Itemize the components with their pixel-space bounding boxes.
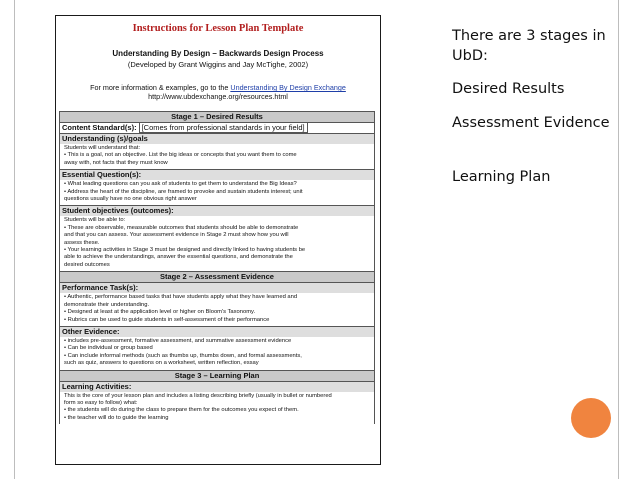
body-line: • Your learning activities in Stage 3 must be designed and directly linked to having students be [64, 247, 306, 254]
body-line: • includes pre-assessment, formative assessment, and summative assessment evidence [64, 337, 292, 344]
body-line: • This is a goal, not an objective. List the big ideas or concepts that you want them to come [64, 152, 297, 159]
stage-item-assessment-evidence: Assessment Evidence [452, 115, 610, 131]
body-line: demonstrate their understanding. [64, 301, 150, 308]
lesson-plan-table [59, 111, 375, 424]
document-subtitle: Understanding By Design – Backwards Design Process [112, 49, 324, 58]
stage-item-desired-results: Desired Results [452, 81, 565, 97]
stages-intro-text: There are 3 stages in UbD: [452, 28, 606, 64]
body-line: • Can include informal methods (such as thumbs up, thumbs down, and formal assessments, [64, 352, 302, 359]
body-line: Students will be able to: [64, 217, 126, 224]
essential-question-body [59, 180, 375, 205]
body-line: away with, not facts that they must know [64, 159, 168, 166]
body-line: able to achieve the understandings, answer the essential questions, and demonstrate the [64, 254, 293, 261]
understanding-label: Understanding (s)/goals [59, 133, 375, 144]
performance-task-label: Performance Task(s): [59, 282, 375, 293]
content-standards-label: Content Standard(s): [62, 123, 137, 132]
body-line: • Authentic, performance based tasks that have students apply what they have learned and [64, 294, 298, 301]
content-standards-row [59, 122, 375, 133]
stage-1-header: Stage 1 – Desired Results [59, 111, 375, 122]
body-line: • What leading questions can you ask of students to get them to understand the Big Ideas? [64, 181, 297, 188]
body-line: • Rubrics can be used to guide students in self-assessment of their performance [64, 316, 270, 323]
info-prefix: For more information & examples, go to the [90, 83, 231, 92]
performance-task-body [59, 293, 375, 326]
info-url: http://www.ubdexchange.org/resources.html [148, 92, 288, 101]
content-standards-note: [Comes from professional standards in your field] [139, 122, 308, 133]
other-evidence-label: Other Evidence: [59, 326, 375, 337]
body-line: This is the core of your lesson plan and includes a listing describing briefly (usually in bullet or numbered [64, 392, 332, 399]
other-evidence-body [59, 337, 375, 370]
document-title: Instructions for Lesson Plan Template [132, 23, 304, 34]
body-line: such as quiz, answers to questions on a worksheet, written reflection, essay [64, 360, 259, 367]
body-line: and that you can assess. Your assessment evidence in Stage 2 must show how you will [64, 232, 289, 239]
lesson-plan-document-image [55, 15, 381, 465]
body-line: • Designed at least at the application level or higher on Bloom's Taxonomy. [64, 309, 256, 316]
student-objectives-body [59, 216, 375, 271]
body-line: form so easy to follow) what: [64, 399, 138, 406]
document-info [66, 83, 370, 101]
body-line: • the students will do during the class to prepare them for the outcomes you expect of them. [64, 407, 299, 414]
stage-3-header: Stage 3 – Learning Plan [59, 370, 375, 381]
body-line: desired outcomes [64, 261, 110, 268]
body-line: • Address the heart of the discipline, are framed to provoke and sustain students interest; unit [64, 188, 303, 195]
decorative-orange-circle [571, 398, 611, 438]
body-line: • These are observable, measurable outcomes that students should be able to demonstrate [64, 224, 299, 231]
student-objectives-label: Student objectives (outcomes): [59, 205, 375, 216]
body-line: Students will understand that: [64, 145, 141, 151]
body-line: questions usually have no one obvious right answer [64, 196, 197, 203]
stage-item-learning-plan: Learning Plan [452, 169, 551, 185]
body-line: assess these. [64, 239, 100, 246]
ubd-exchange-link[interactable]: Understanding By Design Exchange [230, 83, 346, 92]
body-line: • the teacher will do to guide the learning [64, 414, 169, 421]
slide-left-border [14, 0, 15, 479]
learning-activities-body [59, 392, 375, 425]
understanding-body [59, 144, 375, 169]
body-line: • Can be individual or group based [64, 345, 153, 352]
slide-right-border [618, 0, 619, 479]
essential-question-label: Essential Question(s): [59, 169, 375, 180]
document-credit: (Developed by Grant Wiggins and Jay McTighe, 2002) [127, 60, 309, 69]
learning-activities-label: Learning Activities: [59, 381, 375, 392]
stage-2-header: Stage 2 – Assessment Evidence [59, 271, 375, 282]
